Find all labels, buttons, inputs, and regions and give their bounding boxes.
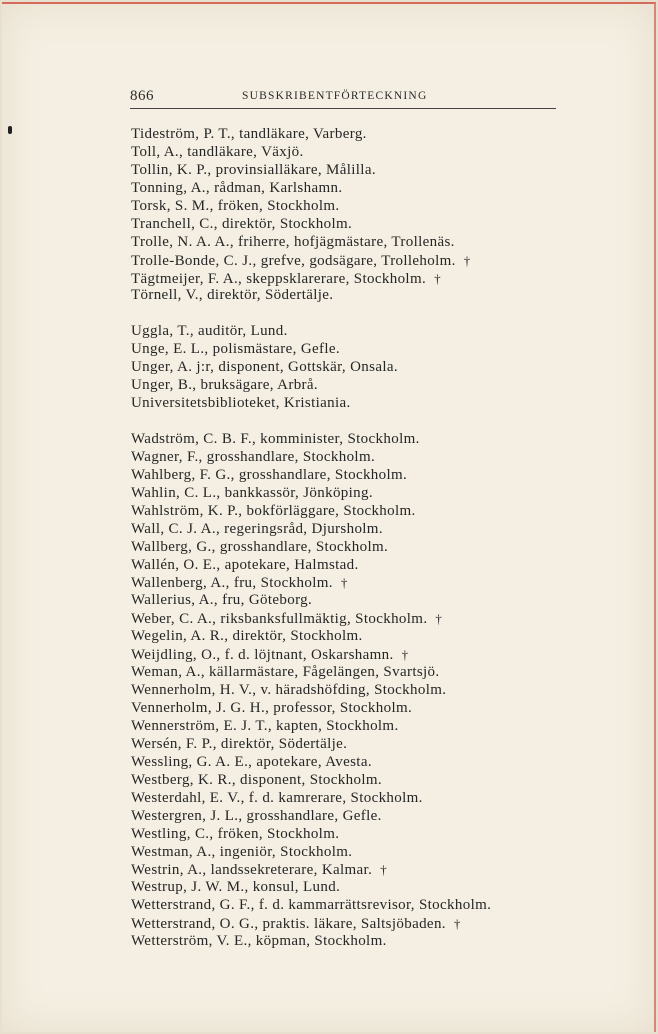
subscriber-entry xyxy=(131,287,571,305)
entry-text: Westling, C., fröken, Stockholm. xyxy=(131,825,340,842)
subscriber-entry xyxy=(131,216,571,234)
subscriber-entry xyxy=(131,610,571,628)
entry-text: Westrup, J. W. M., konsul, Lund. xyxy=(131,879,341,896)
subscriber-entry xyxy=(131,323,571,341)
entry-text: Wallén, O. E., apotekare, Halmstad. xyxy=(131,556,359,573)
page-number: 866 xyxy=(130,88,154,104)
page-header xyxy=(130,88,556,109)
subscriber-entry xyxy=(131,359,571,377)
subscriber-entry xyxy=(131,395,571,413)
entry-text: Trolle, N. A. A., friherre, hofjägmästare, Trollenäs. xyxy=(131,233,455,250)
deceased-dagger: † xyxy=(340,575,348,591)
entry-text: Westergren, J. L., grosshandlare, Gefle. xyxy=(131,807,382,824)
letter-group xyxy=(131,323,571,413)
book-page xyxy=(2,2,656,1032)
subscriber-entry xyxy=(131,162,571,180)
subscriber-list xyxy=(131,126,571,969)
subscriber-entry xyxy=(131,754,571,772)
entry-text: Trolle-Bonde, C. J., grefve, godsägare, Trolleholm. xyxy=(131,252,456,269)
entry-text: Westerdahl, E. V., f. d. kamrerare, Stockholm. xyxy=(131,789,423,806)
subscriber-entry xyxy=(131,521,571,539)
subscriber-entry xyxy=(131,431,571,449)
subscriber-entry xyxy=(131,718,571,736)
entry-text: Weijdling, O., f. d. löjtnant, Oskarshamn. xyxy=(131,647,394,664)
entry-text: Wadström, C. B. F., komminister, Stockholm. xyxy=(131,430,420,447)
subscriber-entry xyxy=(131,180,571,198)
entry-text: Wall, C. J. A., regeringsråd, Djursholm. xyxy=(131,520,383,537)
subscriber-entry xyxy=(131,700,571,718)
entry-text: Tideström, P. T., tandläkare, Varberg. xyxy=(131,126,367,142)
entry-text: Wahlström, K. P., bokförläggare, Stockholm. xyxy=(131,502,416,519)
ink-mark xyxy=(8,126,12,134)
subscriber-entry xyxy=(131,592,571,610)
entry-text: Wessling, G. A. E., apotekare, Avesta. xyxy=(131,753,372,770)
entry-text: Weman, A., källarmästare, Fågelängen, Svartsjö. xyxy=(131,664,440,681)
subscriber-entry xyxy=(131,915,571,933)
subscriber-entry xyxy=(131,897,571,915)
subscriber-entry xyxy=(131,574,571,592)
entry-text: Wagner, F., grosshandlare, Stockholm. xyxy=(131,448,376,465)
deceased-dagger: † xyxy=(401,647,409,663)
entry-text: Törnell, V., direktör, Södertälje. xyxy=(131,287,334,304)
subscriber-entry xyxy=(131,503,571,521)
entry-text: Universitetsbiblioteket, Kristiania. xyxy=(131,395,351,412)
subscriber-entry xyxy=(131,646,571,664)
deceased-dagger: † xyxy=(463,252,471,268)
entry-text: Wetterstrand, O. G., praktis. läkare, Saltsjöbaden. xyxy=(131,916,446,933)
subscriber-entry xyxy=(131,485,571,503)
subscriber-entry xyxy=(131,736,571,754)
subscriber-entry xyxy=(131,879,571,897)
subscriber-entry xyxy=(131,270,571,288)
entry-text: Torsk, S. M., fröken, Stockholm. xyxy=(131,197,340,214)
subscriber-entry xyxy=(131,377,571,395)
entry-text: Tonning, A., rådman, Karlshamn. xyxy=(131,179,343,196)
deceased-dagger: † xyxy=(380,862,388,878)
entry-text: Wegelin, A. R., direktör, Stockholm. xyxy=(131,628,363,645)
entry-text: Unger, A. j:r, disponent, Gottskär, Onsala. xyxy=(131,359,398,376)
subscriber-entry xyxy=(131,449,571,467)
entry-text: Wetterstrand, G. F., f. d. kammarrättsrevisor, Stockholm. xyxy=(131,897,492,914)
subscriber-entry xyxy=(131,844,571,862)
subscriber-entry xyxy=(131,341,571,359)
subscriber-entry xyxy=(131,682,571,700)
entry-text: Tollin, K. P., provinsialläkare, Målilla. xyxy=(131,161,376,178)
entry-text: Weber, C. A., riksbanksfullmäktig, Stockholm. xyxy=(131,611,428,628)
subscriber-entry xyxy=(131,144,571,162)
deceased-dagger: † xyxy=(435,611,443,627)
entry-text: Wallerius, A., fru, Göteborg. xyxy=(131,592,313,609)
entry-text: Wahlin, C. L., bankkassör, Jönköping. xyxy=(131,484,373,501)
subscriber-entry xyxy=(131,126,571,144)
deceased-dagger: † xyxy=(453,916,461,932)
entry-text: Westberg, K. R., disponent, Stockholm. xyxy=(131,771,382,788)
subscriber-entry xyxy=(131,628,571,646)
entry-text: Wennerström, E. J. T., kapten, Stockholm. xyxy=(131,717,399,734)
entry-text: Wersén, F. P., direktör, Södertälje. xyxy=(131,735,348,752)
subscriber-entry xyxy=(131,664,571,682)
entry-text: Tranchell, C., direktör, Stockholm. xyxy=(131,215,353,232)
running-title: SUBSKRIBENTFÖRTECKNING xyxy=(242,90,428,102)
subscriber-entry xyxy=(131,467,571,485)
entry-text: Toll, A., tandläkare, Växjö. xyxy=(131,143,304,160)
entry-text: Wahlberg, F. G., grosshandlare, Stockholm. xyxy=(131,466,408,483)
entry-text: Wallberg, G., grosshandlare, Stockholm. xyxy=(131,538,389,555)
subscriber-entry xyxy=(131,772,571,790)
letter-group xyxy=(131,431,571,951)
subscriber-entry xyxy=(131,557,571,575)
subscriber-entry xyxy=(131,234,571,252)
subscriber-entry xyxy=(131,861,571,879)
subscriber-entry xyxy=(131,790,571,808)
entry-text: Wetterström, V. E., köpman, Stockholm. xyxy=(131,933,387,950)
letter-group xyxy=(131,126,571,305)
entry-text: Vennerholm, J. G. H., professor, Stockholm. xyxy=(131,700,413,716)
entry-text: Unge, E. L., polismästare, Gefle. xyxy=(131,341,340,358)
entry-text: Wennerholm, H. V., v. häradshöfding, Stockholm. xyxy=(131,682,447,699)
entry-text: Unger, B., bruksägare, Arbrå. xyxy=(131,377,318,394)
deceased-dagger: † xyxy=(434,270,441,286)
subscriber-entry xyxy=(131,252,571,270)
entry-text: Wallenberg, A., fru, Stockholm. xyxy=(131,575,333,592)
entry-text: Westman, A., ingeniör, Stockholm. xyxy=(131,843,353,860)
entry-text: Westrin, A., landssekreterare, Kalmar. xyxy=(131,862,373,879)
subscriber-entry xyxy=(131,933,571,951)
entry-text: Tägtmeijer, F. A., skeppsklarerare, Stockholm. xyxy=(131,270,427,287)
subscriber-entry xyxy=(131,808,571,826)
entry-text: Uggla, T., auditör, Lund. xyxy=(131,323,288,340)
subscriber-entry xyxy=(131,198,571,216)
subscriber-entry xyxy=(131,826,571,844)
subscriber-entry xyxy=(131,539,571,557)
